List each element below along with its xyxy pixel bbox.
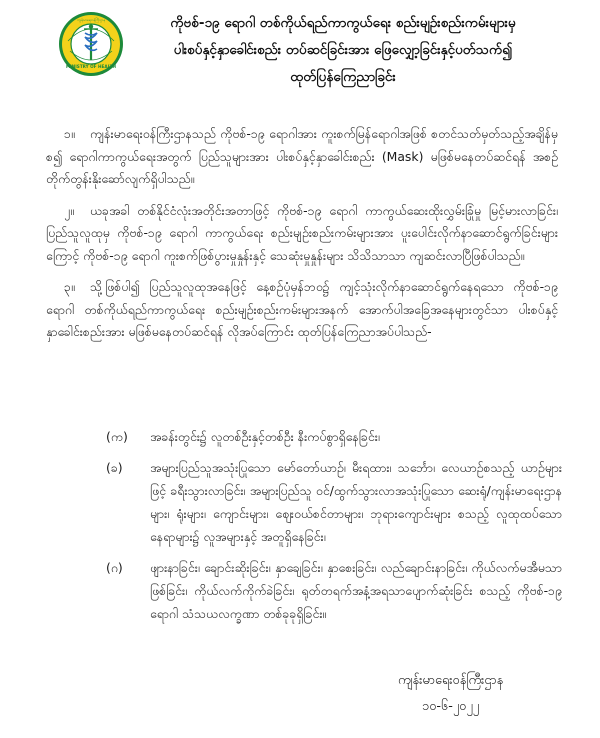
paragraph-text: ကျန်းမာရေးဝန်ကြီးဌာနသည် ကိုဗစ်-၁၉ ရောဂါအား ကူးစက်မြန်ရောဂါအဖြစ် စတင်သတ်မှတ်သည့်အချိန်မှစ၍ ရောဂါကာကွယ်ရေးအတွက် ပြည်သူများအား ပါးစပ်နှင့်နှာခေါင်းစည်း (Mask) မဖြစ်မနေတပ်ဆင်ရန် အစဉ်တိုက်တွန်းနိုးဆော်လျက်ရှိပါသည်။ [46, 126, 558, 186]
paragraph-text: သို့ဖြစ်ပါ၍ ပြည်သူလူထုအနေဖြင့် နေ့စဉ်ပုံမှန်ဘဝ၌ ကျင့်သုံးလိုက်နာဆောင်ရွက်နေရသော ကိုဗစ်-၁၉ ရောဂါ တစ်ကိုယ်ရည်ကာကွယ်ရေး စည်းမျဉ်းစည်းကမ်းများအနက် အောက်ပါအခြေအနေများတွင်သာ ပါးစပ်နှင့်နှာခေါင်းစည်းအား မဖြစ်မနေတပ်ဆင်ရန် လိုအပ်ကြောင်း ထုတ်ပြန်ကြေညာအပ်ပါသည်- [46, 279, 558, 339]
list-item-marker: (က) [106, 429, 128, 444]
paragraph-2 [46, 200, 558, 268]
title-line: ထုတ်ပြန်ကြေညာခြင်း [290, 69, 396, 85]
issuer-name: ကျန်းမာရေးဝန်ကြီးဌာန [398, 673, 504, 688]
title-line: ကိုဗစ်-၁၉ ရောဂါ တစ်ကိုယ်ရည်ကာကွယ်ရေး စည်းမျဉ်းစည်းကမ်းများမှ [170, 15, 516, 31]
condition-list [106, 425, 562, 633]
list-item-text: ဖျားနာခြင်း၊ ချောင်းဆိုးခြင်း၊ နှာချေခြင်း၊ နှာစေးခြင်း၊ လည်ချောင်းနာခြင်း၊ ကိုယ်လက်မအီမသာဖြစ်ခြင်း၊ ကိုယ်လက်ကိုက်ခဲခြင်း၊ ရုတ်တရက်အနံ့အရသာပျောက်ဆုံးခြင်း စသည့် ကိုဗစ်-၁၉ ရောဂါ သံသယလက္ခဏာ တစ်ခုခုရှိခြင်း။ [150, 560, 562, 621]
list-item-marker: (ဂ) [106, 560, 123, 575]
list-item-text: အခန်းတွင်း၌ လူတစ်ဦးနှင့်တစ်ဦး နီးကပ်စွာရှိနေခြင်း၊ [150, 429, 380, 444]
document-title [128, 10, 558, 91]
svg-text:ကျန်းမာရေးဝန်ကြီးဌာန: ကျန်းမာရေးဝန်ကြီးဌာန [77, 18, 105, 22]
svg-text:MINISTRY OF HEALTH: MINISTRY OF HEALTH [66, 64, 116, 69]
seal-emblem-icon [58, 11, 124, 77]
title-line: ပါးစပ်နှင့်နှာခေါင်းစည်း တပ်ဆင်ခြင်းအား ဖြေလျှော့ခြင်းနှင့်ပတ်သက်၍ [173, 42, 513, 58]
signature-block [398, 668, 558, 720]
paragraph-number: ၁။ [64, 126, 75, 141]
list-item-marker: (ခ) [106, 460, 123, 475]
list-item [106, 556, 562, 625]
paragraph-text: ယခုအခါ တစ်နိုင်ငံလုံးအတိုင်းအတာဖြင့် ကိုဗစ်-၁၉ ရောဂါ ကာကွယ်ဆေးထိုးလွှမ်းခြုံမှု မြင့်မားလာခြင်း၊ ပြည်သူလူထုမှ ကိုဗစ်-၁၉ ရောဂါ ကာကွယ်ရေး စည်းမျဉ်းစည်းကမ်းများအား ပူးပေါင်းလိုက်နာဆောင်ရွက်ခြင်းများကြောင့် ကိုဗစ်-၁၉ ရောဂါ ကူးစက်ဖြစ်ပွားမှုနှုန်းနှင့် သေဆုံးမှုနှုန်းများ သိသိသာသာ ကျဆင်းလာပြီဖြစ်ပါသည်။ [46, 202, 558, 263]
ministry-of-health-seal [58, 11, 124, 77]
paragraph-number: ၃။ [64, 279, 75, 294]
paragraph-3 [46, 276, 558, 344]
document-header [0, 0, 600, 110]
list-item [106, 456, 562, 548]
list-item [106, 425, 562, 448]
issue-date: ၁၀-၆-၂၀၂၂ [422, 699, 479, 714]
paragraph-1 [46, 123, 558, 191]
paragraph-number: ၂။ [64, 202, 74, 218]
document-body [46, 123, 558, 353]
list-item-text: အများပြည်သူအသုံးပြုသော မော်တော်ယာဉ်၊ မီးရထား၊ သင်္ဘော၊ လေယာဉ်စသည့် ယာဉ်များဖြင့် ခရီးသွားလာခြင်း၊ အများပြည်သူ ဝင်/ထွက်သွားလာအသုံးပြုသော ဆေးရုံ/ကျန်းမာရေးဌာနများ၊ ရုံးများ၊ ကျောင်းများ၊ ဈေးဝယ်စင်တာများ၊ ဘုရားကျောင်းများ စသည့် လူထုထပ်သော နေရာများ၌ လူအများနှင့် အတူရှိနေခြင်း၊ [150, 460, 562, 544]
